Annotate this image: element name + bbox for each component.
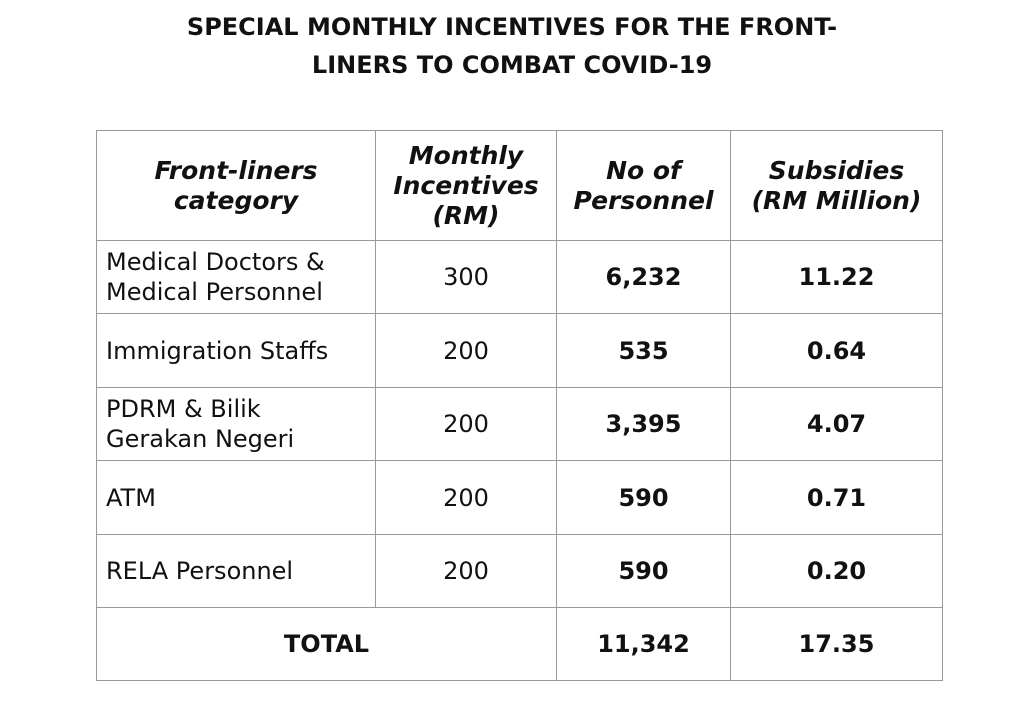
category-cell: Immigration Staffs [97,314,376,388]
table-row [97,314,943,388]
subsidy-cell: 0.64 [731,314,943,388]
subsidy-cell: 0.71 [731,461,943,535]
header-category: Front-liners category [97,131,376,241]
title-line-2: LINERS TO COMBAT COVID-19 [311,51,713,79]
header-no-of-personnel: No of Personnel [557,131,731,241]
subsidy-cell: 0.20 [731,535,943,608]
personnel-cell: 590 [557,535,731,608]
total-personnel: 11,342 [557,608,731,681]
title-line-1: SPECIAL MONTHLY INCENTIVES FOR THE FRONT- [186,13,838,41]
header-monthly-incentives: Monthly Incentives (RM) [376,131,557,241]
incentive-cell: 200 [376,314,557,388]
table-row [97,461,943,535]
personnel-cell: 535 [557,314,731,388]
total-label: TOTAL [97,608,557,681]
incentive-cell: 300 [376,241,557,314]
category-cell: PDRM & Bilik Gerakan Negeri [97,388,376,461]
table-row [97,241,943,314]
incentive-cell: 200 [376,388,557,461]
personnel-cell: 6,232 [557,241,731,314]
table-row [97,535,943,608]
category-cell: Medical Doctors & Medical Personnel [97,241,376,314]
page-title [0,8,1024,84]
incentives-table [96,130,943,681]
header-row [97,131,943,241]
personnel-cell: 3,395 [557,388,731,461]
incentive-cell: 200 [376,461,557,535]
category-cell: ATM [97,461,376,535]
header-subsidies: Subsidies (RM Million) [731,131,943,241]
total-row [97,608,943,681]
category-cell: RELA Personnel [97,535,376,608]
subsidy-cell: 4.07 [731,388,943,461]
personnel-cell: 590 [557,461,731,535]
table-row [97,388,943,461]
subsidy-cell: 11.22 [731,241,943,314]
total-subsidy: 17.35 [731,608,943,681]
incentive-cell: 200 [376,535,557,608]
